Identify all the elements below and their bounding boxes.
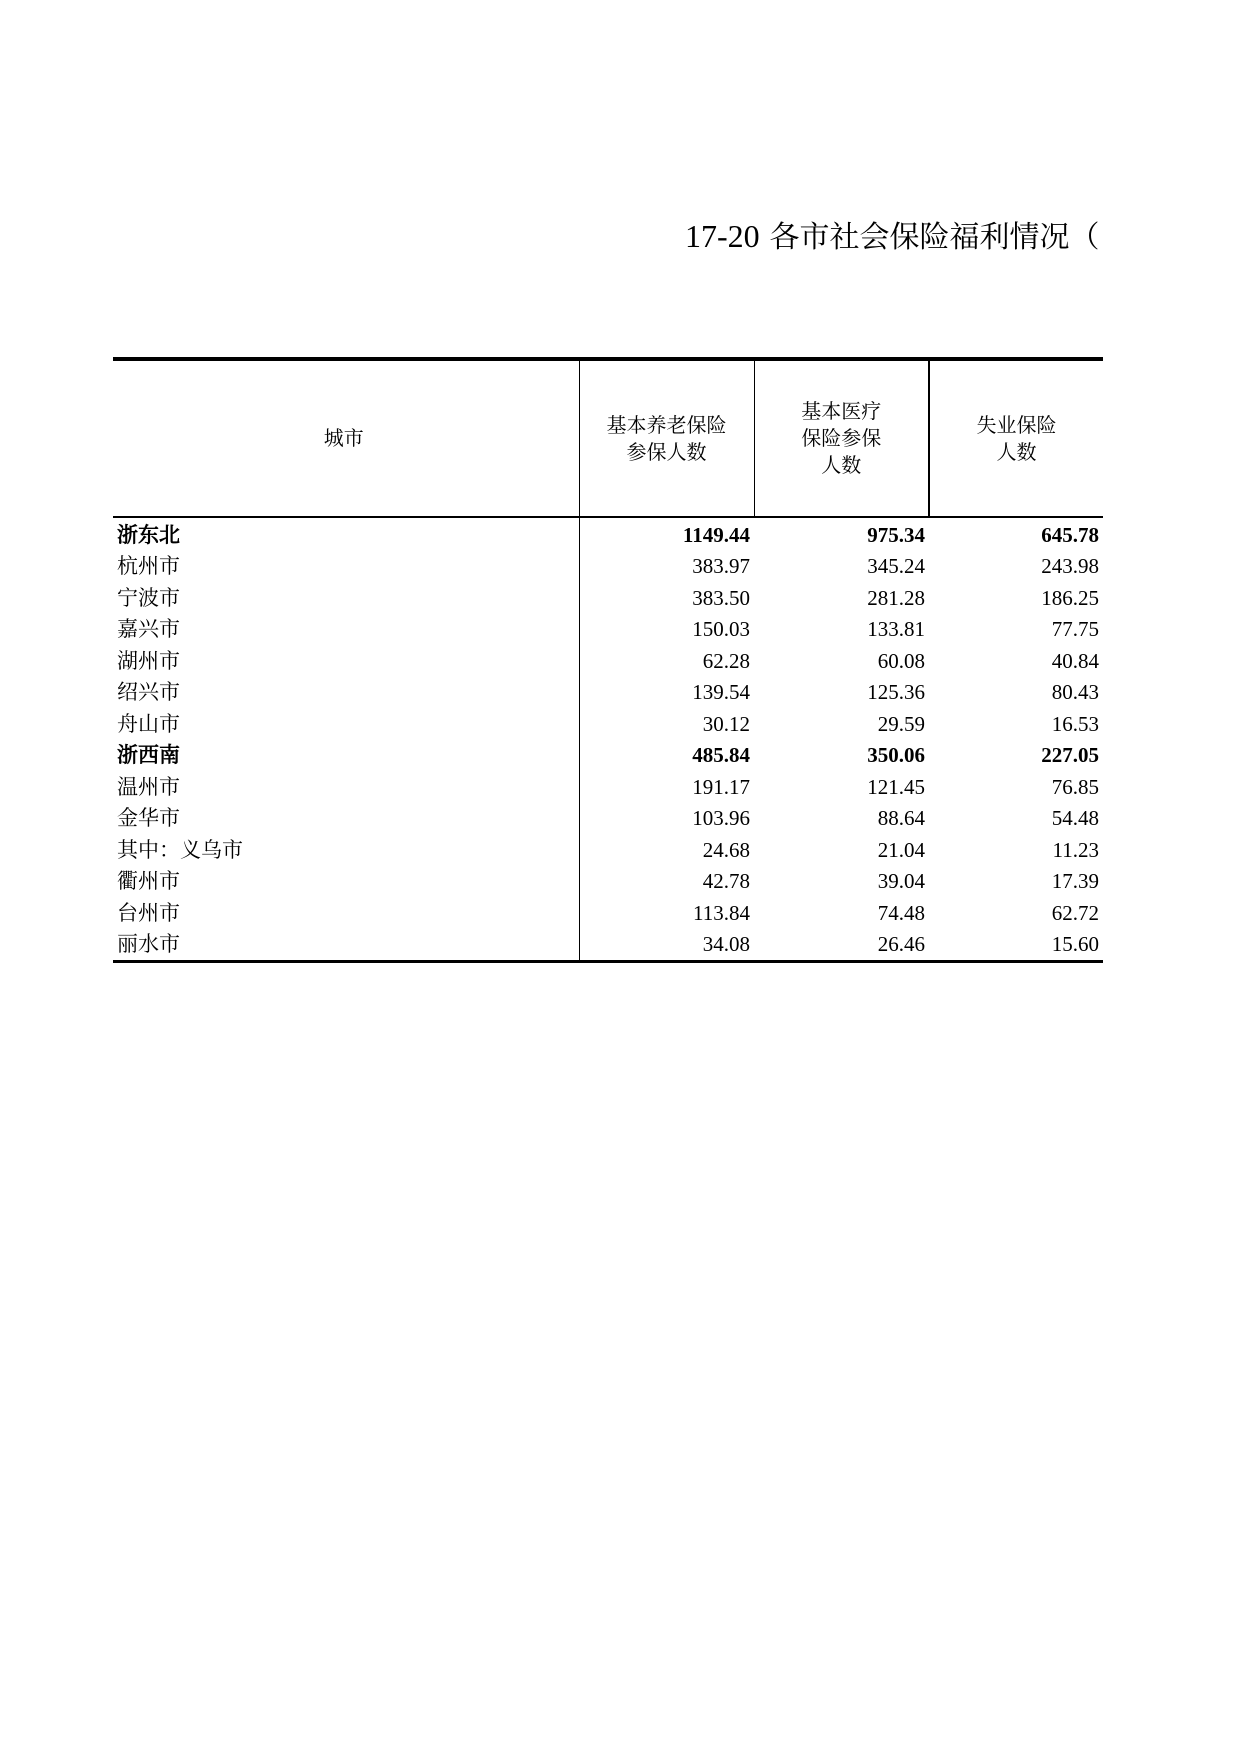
pension-cell: 62.28 bbox=[702, 648, 750, 673]
unemployment-cell: 11.23 bbox=[1052, 837, 1099, 862]
unemployment-cell: 16.53 bbox=[1051, 711, 1099, 736]
city-cell: 宁波市 bbox=[113, 583, 579, 615]
header-unemployment-line-1: 失业保险 bbox=[976, 412, 1057, 437]
table-header bbox=[113, 359, 1103, 517]
header-unemployment-line-2: 人数 bbox=[996, 439, 1037, 464]
table-row bbox=[113, 898, 1103, 930]
city-cell: 温州市 bbox=[113, 772, 579, 804]
unemployment-cell: 62.72 bbox=[1051, 900, 1099, 925]
medical-cell: 26.46 bbox=[754, 929, 929, 962]
table-row bbox=[113, 740, 1103, 772]
pension-cell: 150.03 bbox=[692, 617, 750, 642]
city-cell: 嘉兴市 bbox=[113, 614, 579, 646]
pension-cell: 103.96 bbox=[692, 806, 750, 831]
table-row bbox=[113, 772, 1103, 804]
city-cell: 湖州市 bbox=[113, 646, 579, 678]
header-medical bbox=[754, 359, 929, 517]
pension-cell: 113.84 bbox=[693, 900, 750, 925]
table-row bbox=[113, 551, 1103, 583]
city-cell: 浙西南 bbox=[113, 740, 579, 772]
header-medical-line-2: 保险参保 bbox=[801, 426, 882, 450]
pension-cell: 383.97 bbox=[692, 554, 750, 579]
unemployment-cell: 76.85 bbox=[1051, 774, 1099, 799]
header-medical-line-1: 基本医疗 bbox=[801, 399, 882, 423]
table-body bbox=[113, 517, 1103, 962]
city-cell: 丽水市 bbox=[113, 929, 579, 962]
table-row bbox=[113, 835, 1103, 867]
table-row bbox=[113, 614, 1103, 646]
table-row bbox=[113, 803, 1103, 835]
unemployment-cell: 54.48 bbox=[1051, 806, 1099, 831]
table-row bbox=[113, 583, 1103, 615]
city-cell: 绍兴市 bbox=[113, 677, 579, 709]
table-row bbox=[113, 517, 1103, 551]
table-row bbox=[113, 709, 1103, 741]
city-cell: 台州市 bbox=[113, 898, 579, 930]
medical-cell: 121.45 bbox=[867, 774, 925, 799]
medical-cell: 975.34 bbox=[867, 523, 925, 547]
unemployment-cell: 17.39 bbox=[1051, 869, 1099, 894]
medical-cell: 29.59 bbox=[877, 711, 925, 736]
header-pension-line-2: 参保人数 bbox=[626, 439, 707, 464]
medical-cell: 74.48 bbox=[877, 900, 925, 925]
city-cell: 衢州市 bbox=[113, 866, 579, 898]
pension-cell: 34.08 bbox=[579, 929, 754, 962]
medical-cell: 281.28 bbox=[867, 585, 925, 610]
unemployment-cell: 40.84 bbox=[1051, 648, 1099, 673]
header-pension bbox=[579, 359, 754, 517]
social-insurance-table bbox=[113, 357, 1103, 963]
table-row bbox=[113, 646, 1103, 678]
medical-cell: 345.24 bbox=[867, 554, 925, 579]
medical-cell: 133.81 bbox=[867, 617, 925, 642]
medical-cell: 39.04 bbox=[877, 869, 925, 894]
unemployment-cell: 15.60 bbox=[929, 929, 1103, 962]
unemployment-cell: 645.78 bbox=[1041, 523, 1099, 547]
medical-cell: 125.36 bbox=[867, 680, 925, 705]
city-cell: 杭州市 bbox=[113, 551, 579, 583]
unemployment-cell: 227.05 bbox=[1041, 743, 1099, 768]
city-cell: 浙东北 bbox=[113, 517, 579, 551]
unemployment-cell: 80.43 bbox=[1051, 680, 1099, 705]
medical-cell: 21.04 bbox=[877, 837, 925, 862]
header-row bbox=[113, 359, 1103, 517]
table-number: 17-20 bbox=[685, 218, 760, 254]
table-row bbox=[113, 677, 1103, 709]
pension-cell: 1149.44 bbox=[682, 523, 750, 547]
pension-cell: 485.84 bbox=[692, 743, 750, 768]
pension-cell: 139.54 bbox=[692, 680, 750, 705]
pension-cell: 191.17 bbox=[692, 774, 750, 799]
pension-cell: 42.78 bbox=[702, 869, 750, 894]
pension-cell: 383.50 bbox=[692, 585, 750, 610]
header-city: 城市 bbox=[113, 359, 579, 517]
medical-cell: 88.64 bbox=[877, 806, 925, 831]
page-title bbox=[0, 212, 1106, 260]
header-pension-line-1: 基本养老保险 bbox=[606, 412, 727, 437]
city-cell: 其中：义乌市 bbox=[113, 835, 579, 867]
unemployment-cell: 186.25 bbox=[1041, 585, 1099, 610]
city-cell: 金华市 bbox=[113, 803, 579, 835]
header-unemployment bbox=[929, 359, 1103, 517]
unemployment-cell: 243.98 bbox=[1041, 554, 1099, 579]
medical-cell: 60.08 bbox=[877, 648, 925, 673]
medical-cell: 350.06 bbox=[867, 743, 925, 768]
pension-cell: 30.12 bbox=[702, 711, 750, 736]
table-row bbox=[113, 866, 1103, 898]
table-title-text: 各市社会保险福利情况（ bbox=[769, 220, 1100, 255]
pension-cell: 24.68 bbox=[702, 837, 750, 862]
header-medical-line-3: 人数 bbox=[821, 453, 862, 477]
unemployment-cell: 77.75 bbox=[1051, 617, 1099, 642]
page-title-inner bbox=[685, 212, 1100, 260]
city-cell: 舟山市 bbox=[113, 709, 579, 741]
table-row bbox=[113, 929, 1103, 962]
